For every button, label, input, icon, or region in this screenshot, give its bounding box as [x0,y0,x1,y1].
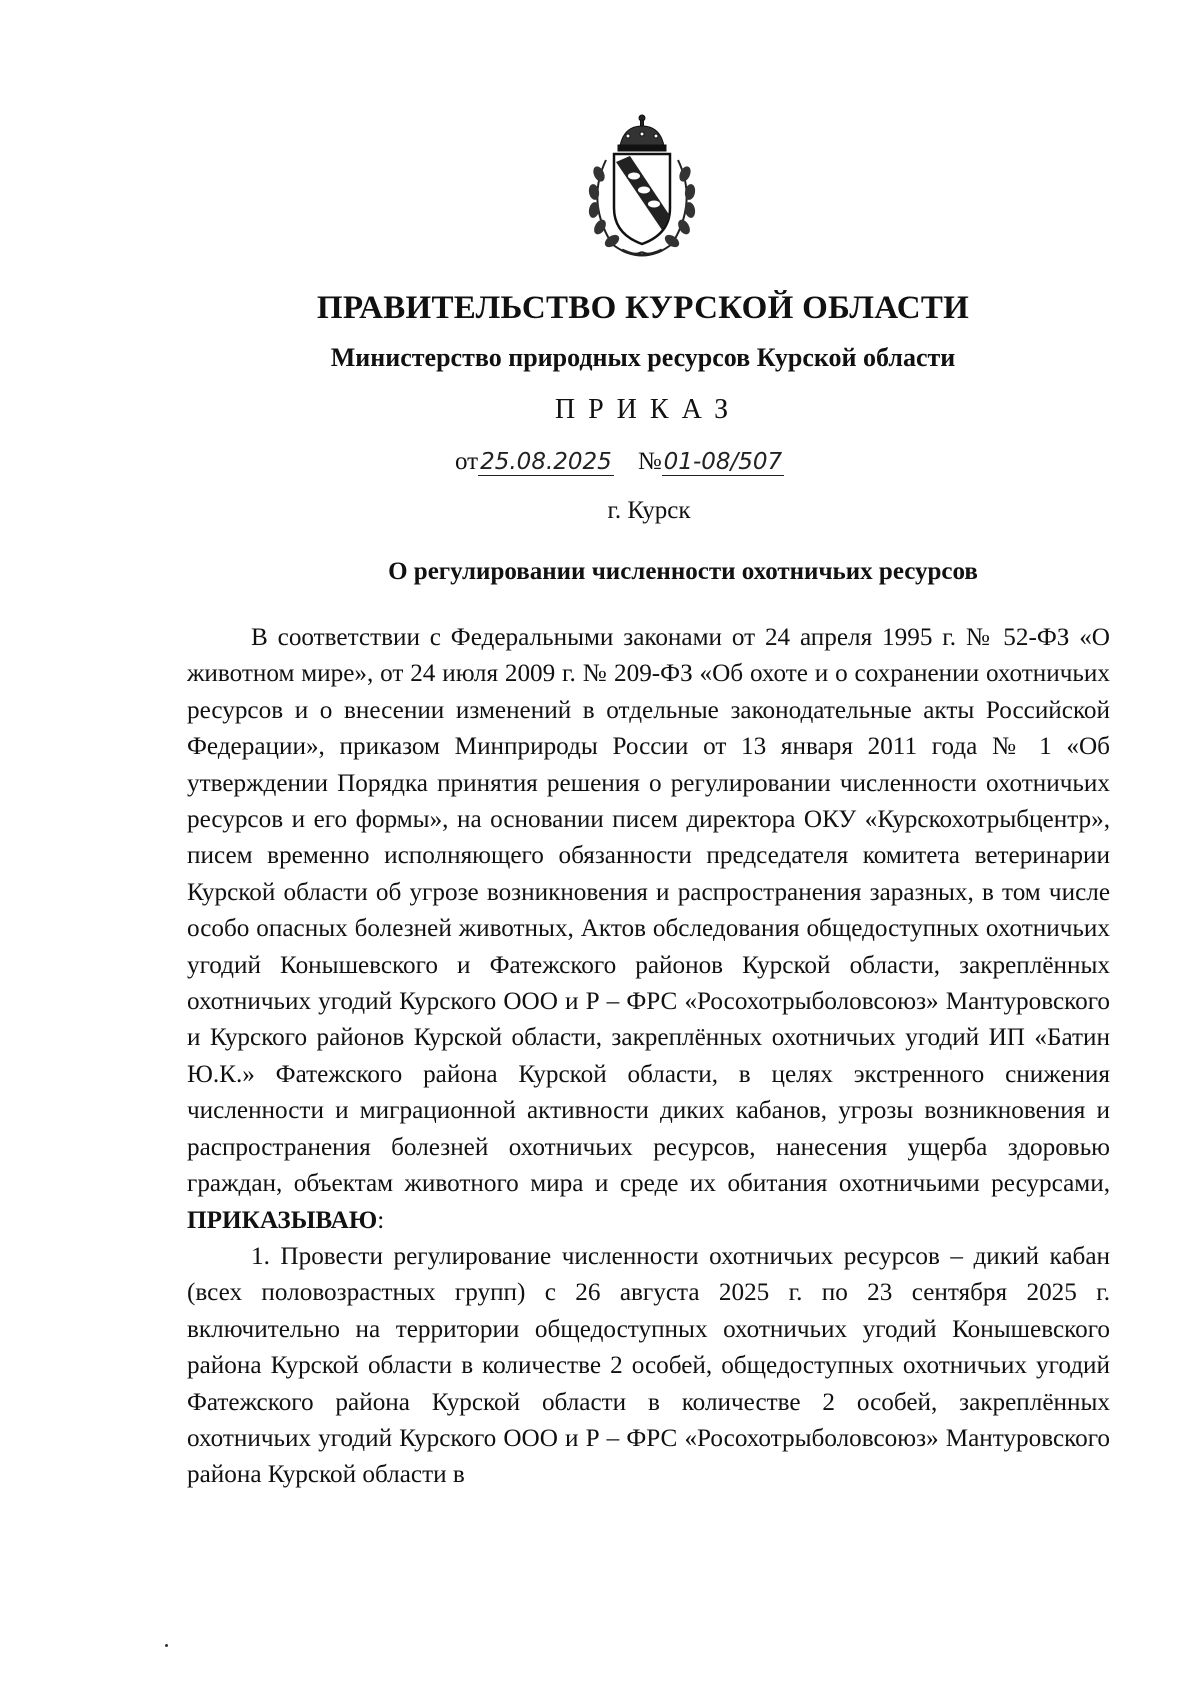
order-date: 25.08.2025 [480,449,612,475]
document-type: ПРИКАЗ [554,394,742,425]
preamble-text: В соответствии с Федеральными законами от 24 апреля 1995 г. № 52-ФЗ «О животном мире», от 24 июля 2009 г. № 209-ФЗ «Об охоте и о сохранении охотничьих ресурсов и о внесении изменений в отдельные законодательные акты Российской Федерации», приказом Минприроды России от 13 января 2011 года № 1 «Об утверждении Порядка принятия решения о регулировании численности охотничьих ресурсов и его формы», на основании писем директора ОКУ «Курскохотрыбцентр», писем временно исполняющего обязанности председателя комитета ветеринарии Курской области об угрозе возникновения и распространения заразных, в том числе особо опасных болезней животных, Актов обследования общедоступных охотничьих угодий Конышевского и Фатежского районов Курской области, закреплённых охотничьих угодий Курского ООО и Р – ФРС «Росохотрыболовсоюз» Мантуровского и Курского районов Курской области, закреплённых охотничьих угодий ИП «Батин Ю.К.» Фатежского района Курской области, в целях экстренного снижения численности и миграционной активности диких кабанов, угрозы возникновения и распространения болезней охотничьих ресурсов, нанесения ущерба здоровью граждан, объектам животного мира и среде их обитания охотничьими ресурсами, [187,624,1110,1198]
number-prefix: № [637,448,662,475]
order-word: ПРИКАЗЫВАЮ [187,1206,378,1234]
document-body [187,620,1110,1494]
date-number-line [455,448,784,476]
order-subject: О регулировании численности охотничьих ресурсов [388,558,978,585]
government-title: ПРАВИТЕЛЬСТВО КУРСКОЙ ОБЛАСТИ [316,290,970,326]
coat-of-arms-icon [572,112,712,260]
scan-speck [165,1644,168,1647]
city: г. Курск [607,497,691,524]
ministry-name: Министерство природных ресурсов Курской области [330,343,956,372]
date-prefix: от [455,448,479,475]
preamble-paragraph [187,620,1110,1239]
order-number: 01-08/507 [663,449,783,475]
order-item-1: 1. Провести регулирование численности охотничьих ресурсов – дикий кабан (всех половозрастных групп) с 26 августа 2025 г. по 23 сентября 2025 г. включительно на территории общедоступных охотничьих угодий Конышевского района Курской области в количестве 2 особей, общедоступных охотничьих угодий Фатежского района Курской области в количестве 2 особей, закреплённых охотничьих угодий Курского ООО и Р – ФРС «Росохотрыболовсоюз» Мантуровского района Курской области в [187,1242,1110,1489]
order-colon: : [377,1206,385,1234]
